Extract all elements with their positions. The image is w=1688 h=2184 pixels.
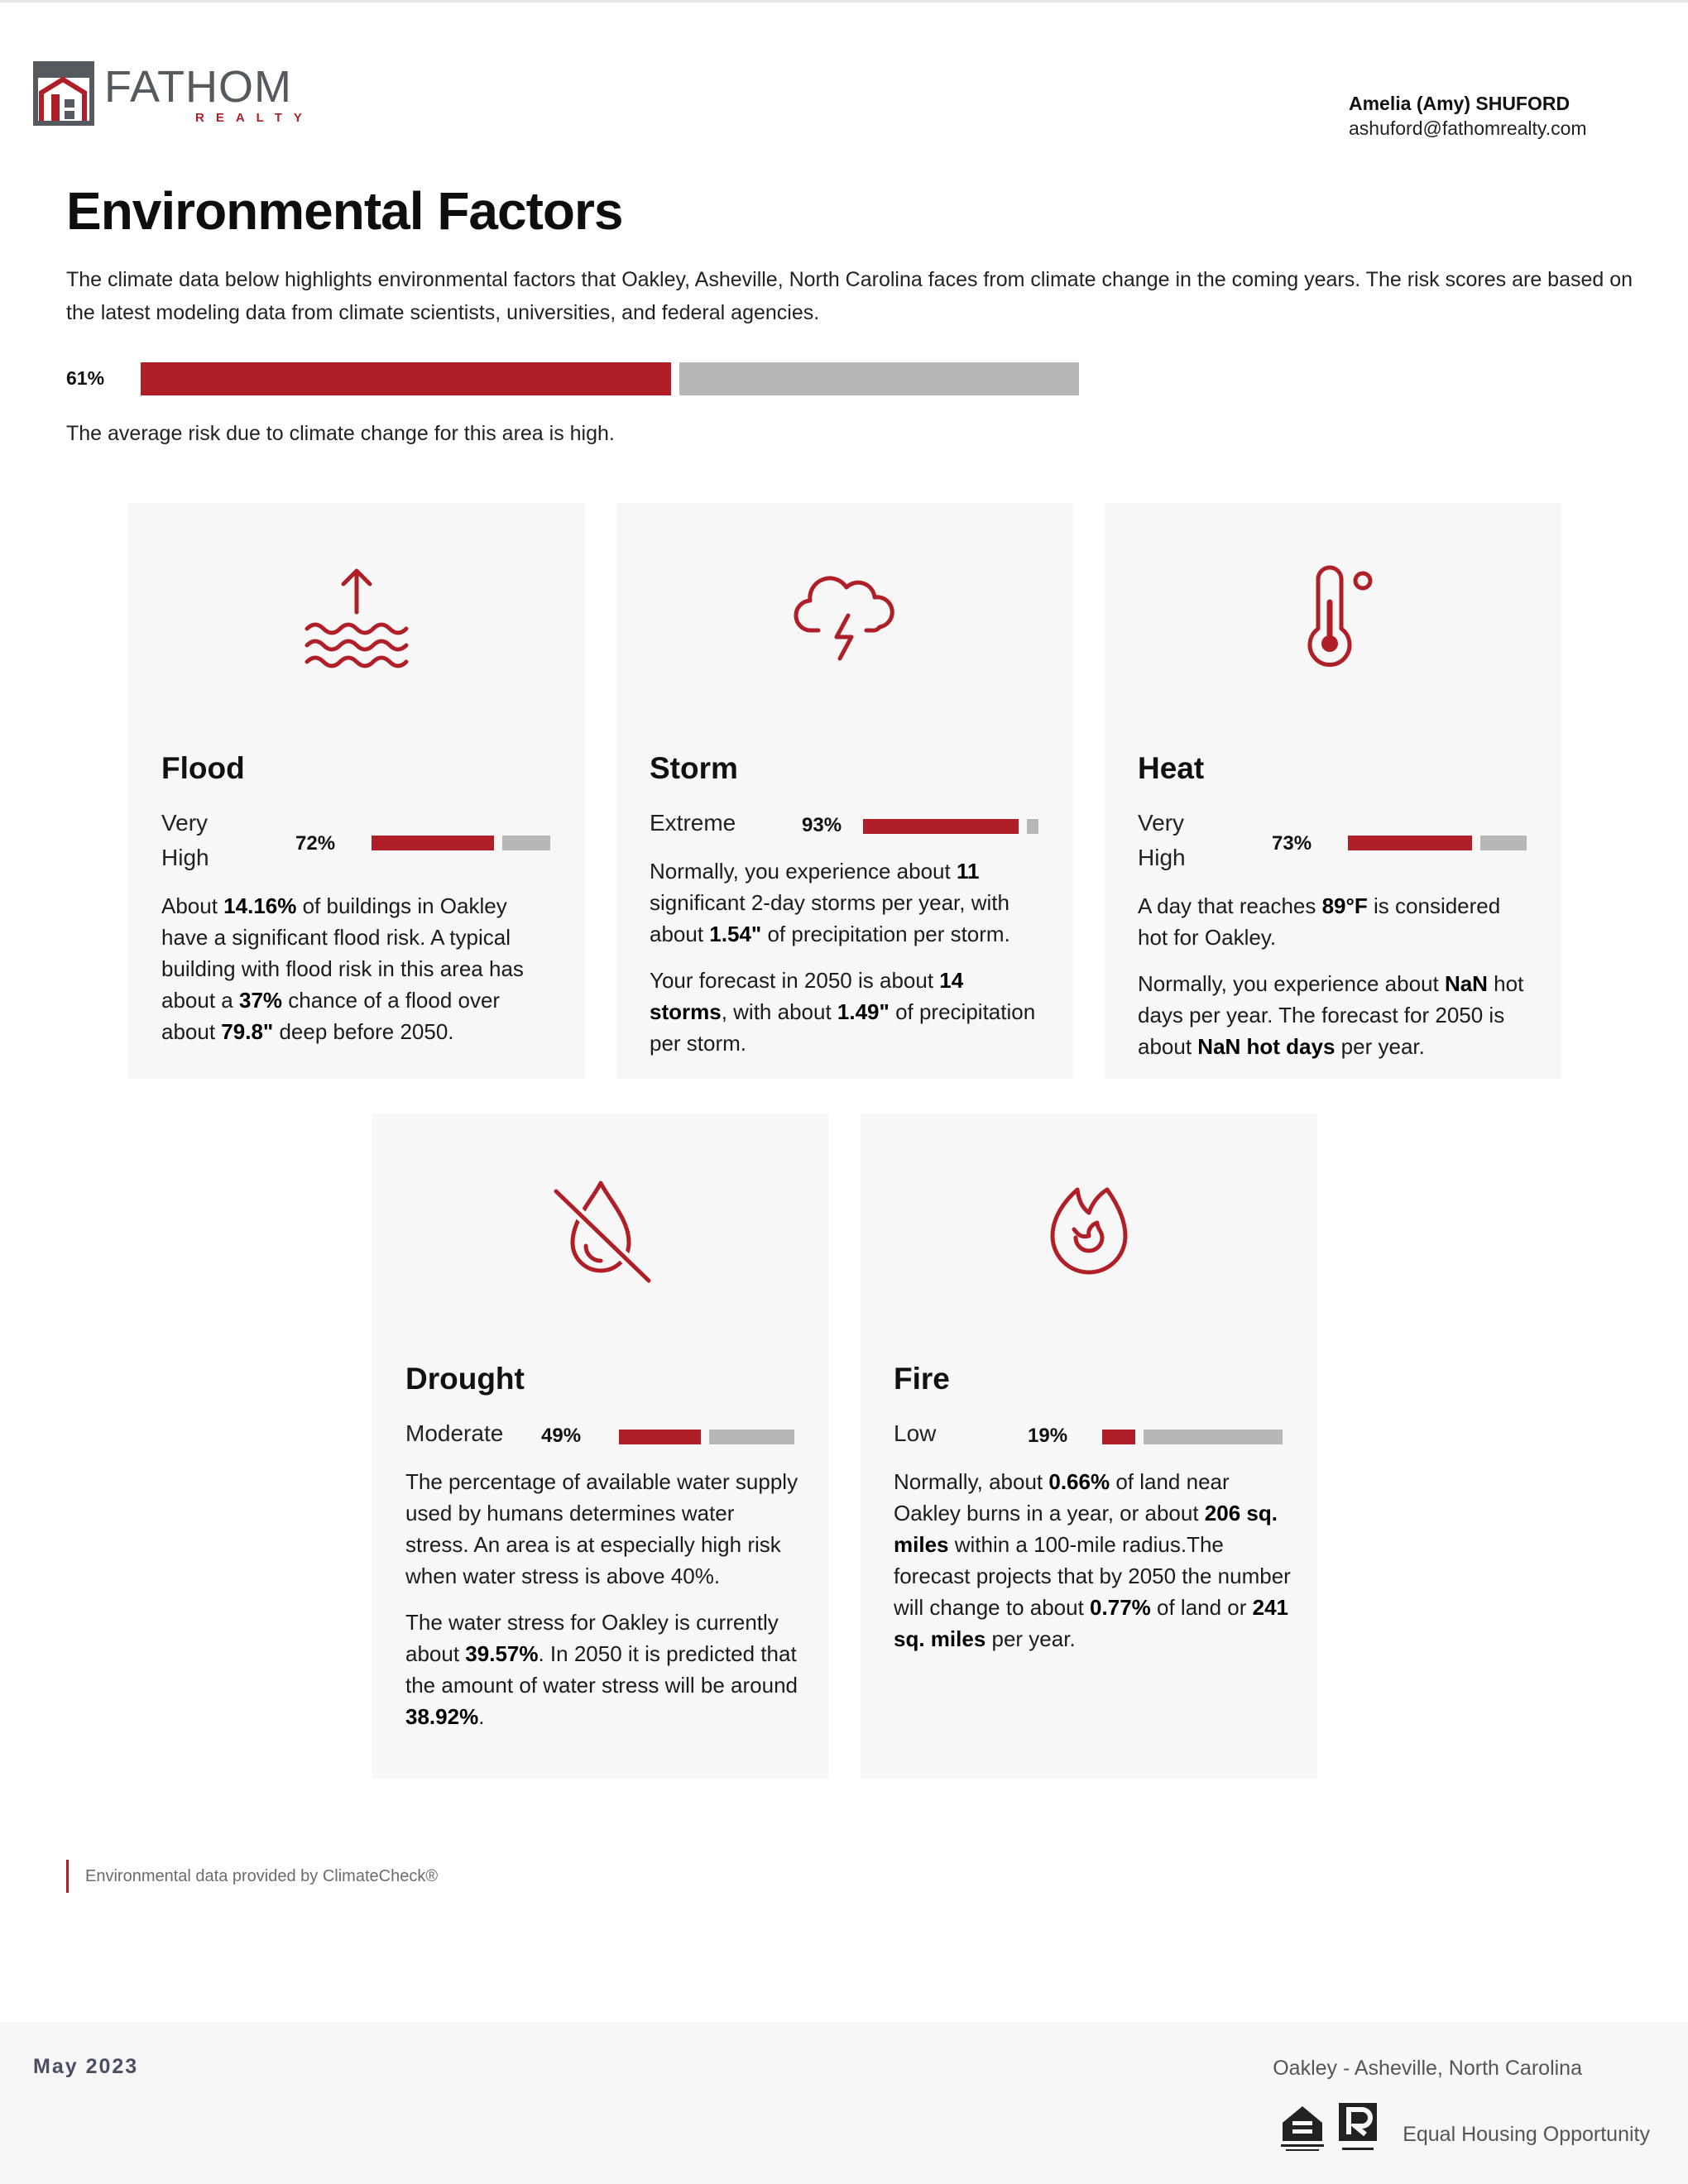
equal-housing-icon [1279, 2101, 1326, 2154]
card-paragraph: Your forecast in 2050 is about 14 storms, with about 1.49" of precipitation per storm. [650, 968, 1036, 1056]
card-title: Drought [405, 1362, 525, 1396]
highlight-value: 11 [956, 859, 980, 884]
storm-icon [787, 561, 903, 677]
risk-bar-rest [502, 836, 550, 850]
risk-bar-fill [863, 819, 1019, 834]
card-title: Flood [161, 751, 245, 785]
page-footer [0, 2022, 1688, 2184]
card-paragraph: The water stress for Oakley is currently about 39.57%. In 2050 it is predicted that the amount of water stress will be around 38.92%. [405, 1610, 798, 1729]
highlight-value: 79.8" [221, 1019, 274, 1044]
card-body [650, 855, 1047, 1074]
agent-email[interactable]: ashuford@fathomrealty.com [1349, 117, 1587, 139]
agent-name: Amelia (Amy) SHUFORD [1349, 93, 1571, 114]
fathom-logo[interactable] [33, 61, 331, 127]
risk-bar-fill [1348, 836, 1472, 850]
report-date: May 2023 [33, 2055, 139, 2078]
data-source-footnote: Environmental data provided by ClimateCheck® [66, 1860, 438, 1893]
highlight-value: NaN [1444, 971, 1488, 996]
logo-subtitle: REALTY [195, 111, 314, 125]
highlight-value: 14 storms [650, 968, 964, 1024]
risk-bar-rest [1480, 836, 1527, 850]
card-title: Storm [650, 751, 738, 785]
highlight-value: 1.49" [837, 999, 890, 1024]
agent-info [1349, 91, 1622, 141]
card-body [1138, 890, 1535, 1077]
flood-card [128, 503, 585, 1079]
risk-level: Extreme [650, 810, 736, 836]
highlight-value: 1.54" [709, 922, 762, 946]
risk-percent: 72% [295, 832, 336, 855]
highlight-value: 39.57% [465, 1641, 539, 1666]
card-paragraph: About 14.16% of buildings in Oakley have a significant flood risk. A typical building with flood risk in this area has about a 37% chance of a flood over about 79.8" deep before 2050. [161, 893, 524, 1044]
overall-risk-percent: 61% [66, 367, 105, 389]
risk-bar-fill [1102, 1430, 1135, 1444]
risk-bar-rest [1027, 819, 1038, 834]
report-location: Oakley - Asheville, North Carolina [1273, 2057, 1582, 2080]
thermometer-icon [1275, 561, 1391, 677]
highlight-value: 241 sq. miles [894, 1595, 1289, 1651]
risk-level: Moderate [405, 1420, 504, 1446]
highlight-value: 206 sq. miles [894, 1501, 1278, 1557]
card-title: Heat [1138, 751, 1205, 785]
risk-bar-rest [1144, 1430, 1283, 1444]
overall-risk-description: The average risk due to climate change for this area is high. [66, 422, 615, 445]
card-title: Fire [894, 1362, 950, 1396]
risk-percent: 49% [541, 1425, 582, 1447]
top-divider [0, 0, 1688, 2]
risk-bar-fill [619, 1430, 701, 1444]
risk-bar-rest [709, 1430, 794, 1444]
card-body [161, 890, 559, 1062]
risk-bar-fill [372, 836, 494, 850]
drought-icon [543, 1171, 659, 1287]
overall-risk-bar [66, 362, 1109, 395]
heat-card [1105, 503, 1561, 1079]
risk-percent: 73% [1272, 832, 1312, 855]
card-body [405, 1466, 803, 1747]
logo-wordmark: FATHOM [104, 62, 292, 112]
drought-card [372, 1114, 829, 1779]
highlight-value: 89°F [1321, 893, 1368, 918]
highlight-value: 0.77% [1090, 1595, 1151, 1620]
risk-level: Very High [1138, 810, 1186, 870]
fire-icon [1031, 1171, 1147, 1287]
card-paragraph: Normally, about 0.66% of land near Oakley burns in a year, or about 206 sq. miles within a 100-mile radius.The forecast projects that by 2050 the number will change to about 0.77% of land or 241 sq. miles per year. [894, 1469, 1291, 1651]
risk-level: Very High [161, 810, 209, 870]
card-paragraph: The percentage of available water supply used by humans determines water stress. An area is at especially high risk when water stress is above 40%. [405, 1469, 798, 1588]
overall-risk-rest [679, 362, 1079, 395]
intro-text: The climate data below highlights environmental factors that Oakley, Asheville, North Carolina faces from climate change in the coming years. The risk scores are based on the latest modeling data from climate scientists, universities, and federal agencies. [66, 268, 1633, 324]
card-paragraph: Normally, you experience about 11 significant 2-day storms per year, with about 1.54" of precipitation per storm. [650, 859, 1010, 946]
highlight-value: 0.66% [1048, 1469, 1110, 1494]
page-title: Environmental Factors [66, 181, 623, 241]
card-paragraph: A day that reaches 89°F is considered hot for Oakley. [1138, 893, 1501, 950]
risk-percent: 93% [802, 814, 842, 836]
storm-card [616, 503, 1073, 1079]
highlight-value: NaN hot days [1197, 1034, 1336, 1059]
flood-icon [299, 561, 415, 677]
risk-level: Low [894, 1420, 937, 1446]
highlight-value: 14.16% [223, 893, 297, 918]
fathom-logo-mark-icon [33, 61, 94, 126]
card-body [894, 1466, 1291, 1669]
risk-percent: 19% [1028, 1425, 1068, 1447]
card-paragraph: Normally, you experience about NaN hot days per year. The forecast for 2050 is about NaN hot days per year. [1138, 971, 1524, 1059]
equal-housing-text: Equal Housing Opportunity [1403, 2123, 1650, 2146]
fire-card [861, 1114, 1317, 1779]
realtor-icon [1336, 2101, 1380, 2154]
overall-risk-fill [141, 362, 671, 395]
highlight-value: 37% [238, 988, 283, 1013]
highlight-value: 38.92% [405, 1704, 479, 1729]
